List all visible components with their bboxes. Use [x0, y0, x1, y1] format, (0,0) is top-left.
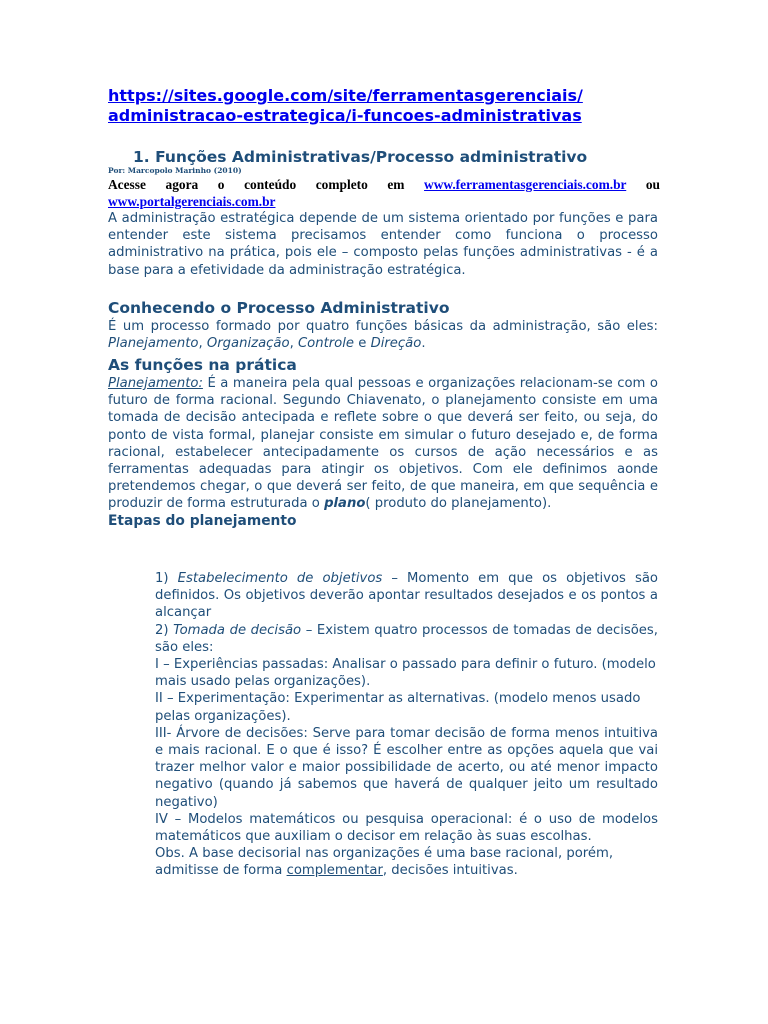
steps-title: Etapas do planejamento: [108, 512, 297, 529]
step-2: [155, 622, 658, 656]
ferramentas-link[interactable]: www.ferramentasgerenciais.com.br: [424, 177, 627, 192]
process-paragraph: É um processo formado por quatro funções básicas da administração, são eles: Planejamento, Organização, Controle e Direção.: [108, 319, 658, 352]
step-2-text: – Existem quatro processos de tomadas de decisões, são eles:: [155, 622, 658, 655]
step-2-title: Tomada de decisão: [173, 622, 302, 638]
planejamento-term: Planejamento:: [108, 376, 203, 391]
planejamento-paragraph: [108, 375, 658, 513]
section-practice: [108, 355, 658, 530]
intro-paragraph: A administração estratégica depende de um sistema orientado por funções e para entender este sistema precisamos entender como funciona o processo administrativo na prática, pois ele – composto pelas funções administrativas - é a base para a efetividade da administração estratégica.: [108, 211, 658, 278]
page-title: 1. Funções Administrativas/Processo administrativo: [133, 148, 588, 166]
author-byline: Por: Marcopolo Marinho (2010): [108, 166, 242, 175]
url-line-1[interactable]: https://sites.google.com/site/ferramentasgerenciais/: [108, 86, 583, 105]
obs-tail: , decisões intuitivas.: [382, 863, 518, 879]
function-organizacao: Organização: [206, 336, 290, 352]
planejamento-tail: ( produto do planejamento).: [365, 496, 552, 512]
decision-item-2: II – Experimentação: Experimentar as alternativas. (modelo menos usado pelas organizações).: [155, 691, 641, 724]
access-paragraph: [108, 176, 660, 210]
process-text: É um processo formado por quatro funções básicas da administração, são eles:: [108, 319, 658, 334]
section-process: [108, 298, 658, 352]
observation: [155, 845, 658, 879]
step-1-text: – Momento em que os objetivos são definidos. Os objetivos deverão apontar resultados desejados e os pontos a alcançar: [155, 571, 659, 621]
planejamento-text: É a maneira pela qual pessoas e organizações relacionam-se com o futuro de forma racional. Segundo Chiavenato, o planejamento consiste em uma tomada de decisão antecipada e reflete sobre o que deverá ser feito, ou seja, do ponto de vista formal, planejar consiste em simular o futuro desejado e, de forma racional, estabelecer antecipadamente os cursos de ação necessários e as ferramentas adequadas para atingir os objetivos. Com ele definimos aonde pretendemos chegar, o que deverá ser feito, de que maneira, em que sequência e produzir de forma estruturada o: [108, 376, 658, 512]
obs-text: Obs. A base decisorial nas organizações é uma base racional, porém, admitisse de forma: [155, 846, 614, 879]
function-direcao: Direção: [370, 336, 422, 352]
step-1: [155, 570, 658, 622]
portal-link[interactable]: www.portalgerenciais.com.br: [108, 194, 276, 209]
plano-term: plano: [324, 496, 366, 512]
section-title-practice: As funções na prática: [108, 356, 297, 374]
steps-list: [155, 570, 658, 880]
access-or: ou: [645, 177, 660, 192]
intro-block: [108, 210, 658, 279]
section-title-process: Conhecendo o Processo Administrativo: [108, 299, 450, 317]
function-planejamento: Planejamento: [108, 336, 199, 352]
decision-item-4: IV – Modelos matemáticos ou pesquisa operacional: é o uso de modelos matemáticos que auxiliam o decisor em relação às suas escolhas.: [155, 811, 658, 845]
function-controle: Controle: [297, 336, 355, 352]
decision-item-3: III- Árvore de decisões: Serve para tomar decisão de forma menos intuitiva e mais racional. E o que é isso? É escolher entre as opções aquela que vai trazer melhor valor e maior possibilidade de acerto, ou até menor impacto negativo (quando já sabemos que haverá de qualquer jeito um resultado negativo): [155, 725, 658, 810]
step-2-number: 2): [155, 622, 169, 638]
complementar-link[interactable]: complementar: [286, 863, 383, 879]
step-1-title: Estabelecimento de objetivos: [177, 571, 383, 586]
period: .: [421, 336, 426, 352]
source-url-link[interactable]: [108, 86, 668, 126]
step-1-number: 1): [155, 571, 169, 586]
and-word: e: [358, 336, 367, 352]
decision-item-1: I – Experiências passadas: Analisar o passado para definir o futuro. (modelo mais usado pelas organizações).: [155, 657, 656, 690]
access-text: Acesse agora o conteúdo completo em: [108, 177, 405, 192]
url-line-2[interactable]: administracao-estrategica/i-funcoes-administrativas: [108, 106, 582, 125]
